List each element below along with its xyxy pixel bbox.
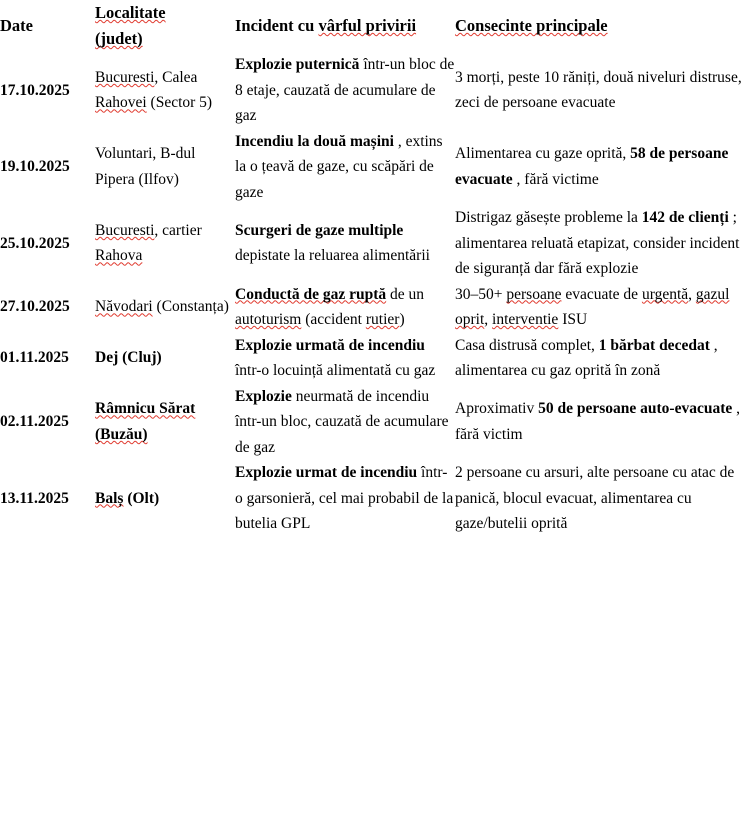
localitate-plain-1: , cartier [154,221,202,239]
cell-date: 25.10.2025 [0,234,70,252]
consecinte-text-2: , fără victime [512,170,599,188]
consecinte-plain-4: , [484,311,493,328]
incident-flagged-2: rutier [365,311,400,328]
incident-highlight: Explozie urmată de incendiu [235,336,425,354]
consecinte-highlight: 142 de clienți [641,209,729,226]
consecinte-flagged-2: urgentă [641,285,689,303]
incident-flagged-1: autoturism [235,311,302,328]
table-row [0,205,748,282]
localitate-flagged-1: Râmnicu Sărat [95,400,196,418]
consecinte-highlight: 1 bărbat decedat [598,336,710,354]
cell-localitate [95,460,235,537]
cell-date: 17.10.2025 [0,81,70,99]
column-header-incident-flagged: vârful privirii [318,16,417,35]
consecinte-highlight: 58 de persoane evacuate [455,145,729,188]
incident-detail-plain: de un [386,285,425,303]
table-body [0,52,748,537]
cell-incident [235,205,455,282]
table-row [0,384,748,461]
column-header-localitate [95,0,235,52]
cell-localitate [95,384,235,461]
cell-date: 13.11.2025 [0,489,69,507]
table-row [0,282,748,333]
column-header-localitate-line1: Localitate [95,3,166,22]
cell-incident [235,129,455,206]
incident-highlight: Explozie puternică [235,56,360,73]
table-row [0,129,748,206]
cell-incident [235,282,455,333]
cell-incident [235,333,455,384]
consecinte-text-2: , alimentarea cu gaz oprită în zonă [455,336,718,379]
cell-localitate [95,282,235,333]
consecinte-highlight: 50 de persoane auto-evacuate [538,400,733,418]
incident-detail: într-o locuință alimentată cu gaz [235,362,436,379]
cell-date: 27.10.2025 [0,298,70,316]
column-header-incident-plain: Incident cu [235,16,319,35]
consecinte-plain-2: evacuate de [561,285,642,303]
cell-incident [235,384,455,461]
consecinte-text-2: ; alimentarea reluată etapizat, consider incident de siguranță dar fără explozie [455,209,740,277]
cell-consecinte [455,205,748,282]
incident-highlight: Explozie [235,387,292,405]
cell-consecinte [455,384,748,461]
localitate-flagged-1: Năvodari [95,298,153,316]
incident-detail: într-un bloc de 8 etaje, cauzată de acumulare de gaz [235,56,455,124]
localitate-plain-1: , Calea [154,68,198,86]
localitate-plain-2: (Sector 5) [146,94,213,112]
localitate-flagged-2: (Buzău) [95,425,148,443]
cell-date: 19.10.2025 [0,158,70,175]
consecinte-flagged-4: interventie [492,311,559,328]
localitate-text: Dej (Cluj) [95,349,162,367]
localitate-flagged-1: Bucuresti [95,221,155,239]
table-row [0,52,748,129]
consecinte-text: Casa distrusă complet, [455,336,599,354]
column-header-localitate-line2: (judet) [95,29,143,48]
incident-highlight: Explozie urmat de incendiu [235,464,418,481]
cell-consecinte [455,129,748,206]
cell-consecinte [455,282,748,333]
column-header-consecinte-flagged: Consecinte principale [455,16,608,35]
incident-detail: , extins la o țeavă de gaze, cu scăpări de gaze [235,132,443,201]
consecinte-plain-3: , [688,285,696,303]
consecinte-plain-1: 30–50+ [455,285,507,303]
cell-localitate [95,333,235,384]
cell-localitate [95,52,235,129]
table-header [0,0,748,52]
column-header-consecinte [455,0,748,52]
consecinte-text: Distrigaz găsește probleme la [455,209,642,226]
localitate-flagged-2: Rahovei [95,94,147,112]
consecinte-text: Aproximativ [455,400,539,418]
incident-detail: într-o garsonieră, cel mai probabil de la butelia GPL [235,464,454,532]
incident-detail-plain-2: (accident [301,311,366,328]
incident-highlight: Conductă de gaz ruptă [235,285,387,303]
cell-incident [235,460,455,537]
consecinte-flagged-1: persoane [506,285,562,303]
incident-detail-plain-3: ) [399,311,405,328]
incident-highlight: Incendiu la două mașini [235,132,394,150]
cell-consecinte [455,52,748,129]
cell-incident [235,52,455,129]
consecinte-text: 3 morți, peste 10 răniți, două niveluri distruse, zeci de persoane evacuate [455,68,742,112]
column-header-date: Date [0,16,33,35]
cell-localitate: Voluntari, B-dul Pipera (Ilfov) [95,145,196,188]
consecinte-text: Alimentarea cu gaze oprită, [455,145,631,163]
consecinte-text: 2 persoane cu arsuri, alte persoane cu atac de panică, blocul evacuat, alimentarea cu gaze/butelii oprită [455,464,735,532]
localitate-plain-1: (Olt) [123,489,160,507]
localitate-flagged-2: Rahova [95,247,143,265]
table-row [0,460,748,537]
consecinte-flagged-3: gazul oprit [455,285,730,328]
cell-localitate [95,205,235,282]
incident-detail: neurmată de incendiu într-un bloc, cauzată de acumulare de gaz [235,387,449,456]
cell-date: 02.11.2025 [0,413,69,430]
incident-highlight: Scurgeri de gaze multiple [235,221,404,239]
table-header-row [0,0,748,52]
cell-consecinte [455,333,748,384]
table-row [0,333,748,384]
column-header-incident [235,0,455,52]
consecinte-plain-5: ISU [558,311,588,328]
cell-date: 01.11.2025 [0,349,69,367]
localitate-flagged-1: Bucuresti [95,68,155,86]
localitate-plain-2: (Constanța) [152,298,229,316]
consecinte-text-2: , fără victim [455,400,740,443]
cell-consecinte [455,460,748,537]
incident-detail: depistate la reluarea alimentării [235,247,430,265]
localitate-flagged-1: Balș [95,489,124,507]
